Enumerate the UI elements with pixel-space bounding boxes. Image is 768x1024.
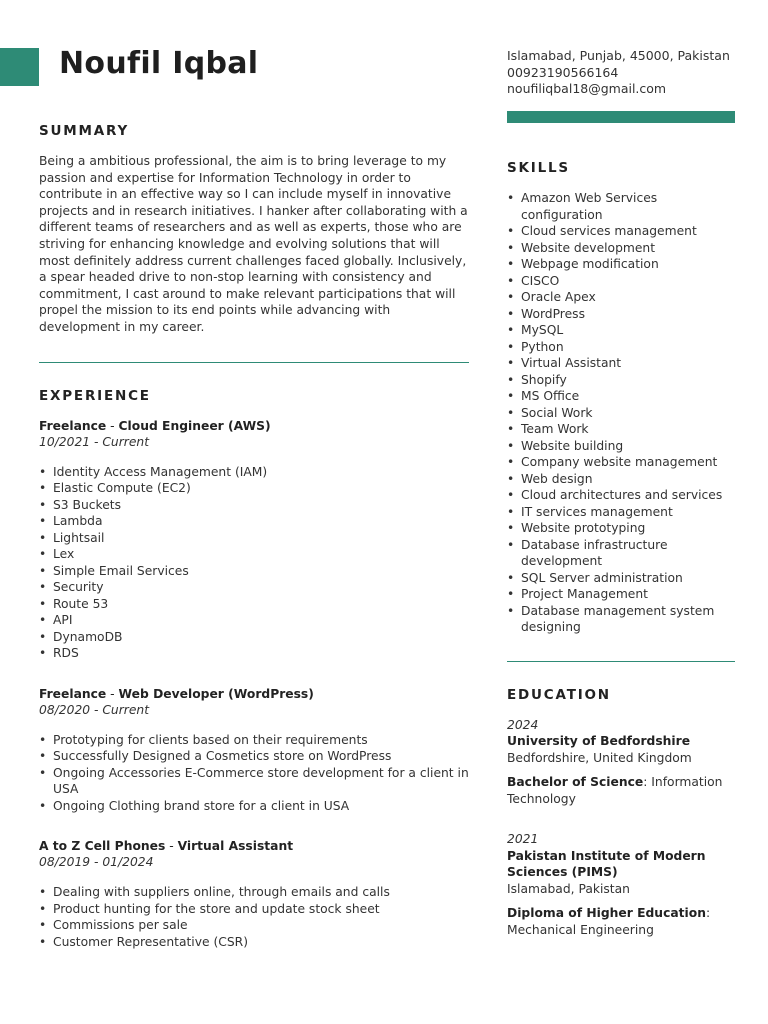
job-dates: 08/2019 - 01/2024	[39, 855, 154, 870]
education-field: Mechanical Engineering	[507, 922, 654, 937]
job-bullet: • Customer Representative (CSR)	[39, 934, 469, 951]
job-role: Virtual Assistant	[177, 839, 294, 854]
skill-item: • Database infrastructure development	[507, 537, 735, 570]
experience-section	[39, 388, 469, 951]
job-title	[39, 418, 469, 434]
job-bullet: • Simple Email Services	[39, 563, 469, 580]
job-bullet: • Identity Access Management (IAM)	[39, 464, 469, 481]
education-location: Bedfordshire, United Kingdom	[507, 750, 692, 765]
education-location: Islamabad, Pakistan	[507, 881, 630, 896]
job-entry	[39, 686, 469, 815]
job-bullet: • Ongoing Accessories E-Commerce store development for a client in USA	[39, 765, 469, 798]
skill-item: • Shopify	[507, 372, 735, 389]
job-entry	[39, 838, 469, 950]
job-bullet: • Route 53	[39, 596, 469, 613]
job-bullet: • Elastic Compute (EC2)	[39, 480, 469, 497]
contact-info	[507, 48, 730, 98]
job-title	[39, 838, 469, 854]
skills-section	[507, 160, 735, 636]
job-bullet: • Security	[39, 579, 469, 596]
skill-item: • Webpage modification	[507, 256, 735, 273]
contact-address: Islamabad, Punjab, 45000, Pakistan	[507, 48, 730, 63]
job-title-separator: -	[106, 686, 119, 701]
summary-title: SUMMARY	[39, 123, 130, 139]
skill-item: • Website development	[507, 240, 735, 257]
right-column	[507, 160, 735, 938]
job-bullet: • Product hunting for the store and update stock sheet	[39, 901, 469, 918]
job-bullet: • Dealing with suppliers online, through emails and calls	[39, 884, 469, 901]
skills-title: SKILLS	[507, 160, 570, 176]
job-company: Freelance	[39, 418, 107, 433]
job-dates: 10/2021 - Current	[39, 434, 150, 449]
job-bullet: • Prototyping for clients based on their requirements	[39, 732, 469, 749]
job-bullet: • RDS	[39, 645, 469, 662]
education-degree: Diploma of Higher Education: Mechanical Engineering	[507, 906, 711, 937]
education-year: 2021	[507, 832, 539, 846]
job-bullet: • Ongoing Clothing brand store for a client in USA	[39, 798, 469, 815]
header-accent-block	[0, 48, 39, 86]
experience-title: EXPERIENCE	[39, 387, 151, 404]
right-accent-bar	[507, 111, 735, 123]
skill-item: • Website building	[507, 438, 735, 455]
job-bullet: • API	[39, 612, 469, 629]
skill-item: • Virtual Assistant	[507, 355, 735, 372]
skill-item: • Amazon Web Services configuration	[507, 190, 735, 223]
summary-section	[39, 123, 469, 336]
education-school: University of Bedfordshire	[507, 734, 691, 748]
education-degree-name: Diploma of Higher Education	[507, 906, 706, 920]
education-section	[507, 687, 735, 939]
skill-item: • CISCO	[507, 273, 735, 290]
skills-list	[507, 190, 735, 636]
skill-item: • Cloud architectures and services	[507, 487, 735, 504]
job-bullets	[39, 464, 469, 662]
left-column	[39, 120, 469, 950]
job-company: Freelance	[39, 686, 107, 701]
candidate-name: Noufil Iqbal	[59, 46, 259, 81]
skill-item: • MySQL	[507, 322, 735, 339]
summary-text: Being a ambitious professional, the aim is to bring leverage to my passion and expertise for Information Technology in order to contribute in an effective way so I can include myself in innovative projects and in research initiatives. I hanker after collaborating with a different teams of researchers and as well as experts, those who are striving for enhancing knowledge and evolving solutions that will most definitely address current challenges faced globally. Inclusively, a spear headed drive to non-stop learning with consistency and commitment, I cast around to make relevant participations that will propel the mission to its end points while advancing with development in my career.	[39, 154, 468, 334]
job-bullets	[39, 732, 469, 815]
job-title	[39, 686, 469, 702]
job-role: Cloud Engineer (AWS)	[118, 418, 271, 433]
education-year: 2024	[507, 717, 539, 732]
job-company: A to Z Cell Phones	[39, 839, 166, 854]
education-entry	[507, 831, 735, 938]
education-school: Pakistan Institute of Modern Sciences (PIMS)	[507, 848, 706, 879]
job-bullets	[39, 884, 469, 950]
job-role: Web Developer (WordPress)	[118, 686, 314, 701]
skill-item: • Project Management	[507, 586, 735, 603]
education-field: Information Technology	[507, 775, 723, 806]
job-bullet: • Lambda	[39, 513, 469, 530]
job-title-separator: -	[106, 418, 119, 433]
job-entry	[39, 418, 469, 662]
skill-item: • Oracle Apex	[507, 289, 735, 306]
job-title-separator: -	[165, 839, 178, 854]
contact-phone: 00923190566164	[507, 64, 619, 80]
job-bullet: • Successfully Designed a Cosmetics store on WordPress	[39, 748, 469, 765]
skill-item: • Python	[507, 339, 735, 356]
skill-item: • MS Office	[507, 388, 735, 405]
skill-item: • Cloud services management	[507, 223, 735, 240]
section-divider	[507, 661, 735, 662]
job-bullet: • Commissions per sale	[39, 917, 469, 934]
skill-item: • Team Work	[507, 421, 735, 438]
job-bullet: • Lightsail	[39, 530, 469, 547]
job-bullet: • Lex	[39, 546, 469, 563]
education-title: EDUCATION	[507, 686, 611, 703]
section-divider	[39, 362, 469, 363]
education-degree: Bachelor of Science: Information Technology	[507, 775, 723, 806]
education-degree-name: Bachelor of Science	[507, 775, 644, 789]
skill-item: • Website prototyping	[507, 520, 735, 537]
skill-item: • WordPress	[507, 306, 735, 323]
education-entry	[507, 717, 735, 808]
contact-email: noufiliqbal18@gmail.com	[507, 81, 667, 96]
skill-item: • IT services management	[507, 504, 735, 521]
skill-item: • Company website management	[507, 454, 735, 471]
skill-item: • Web design	[507, 471, 735, 488]
skill-item: • Database management system designing	[507, 603, 735, 636]
skill-item: • SQL Server administration	[507, 570, 735, 587]
job-bullet: • S3 Buckets	[39, 497, 469, 514]
job-dates: 08/2020 - Current	[39, 702, 150, 717]
job-bullet: • DynamoDB	[39, 629, 469, 646]
skill-item: • Social Work	[507, 405, 735, 422]
